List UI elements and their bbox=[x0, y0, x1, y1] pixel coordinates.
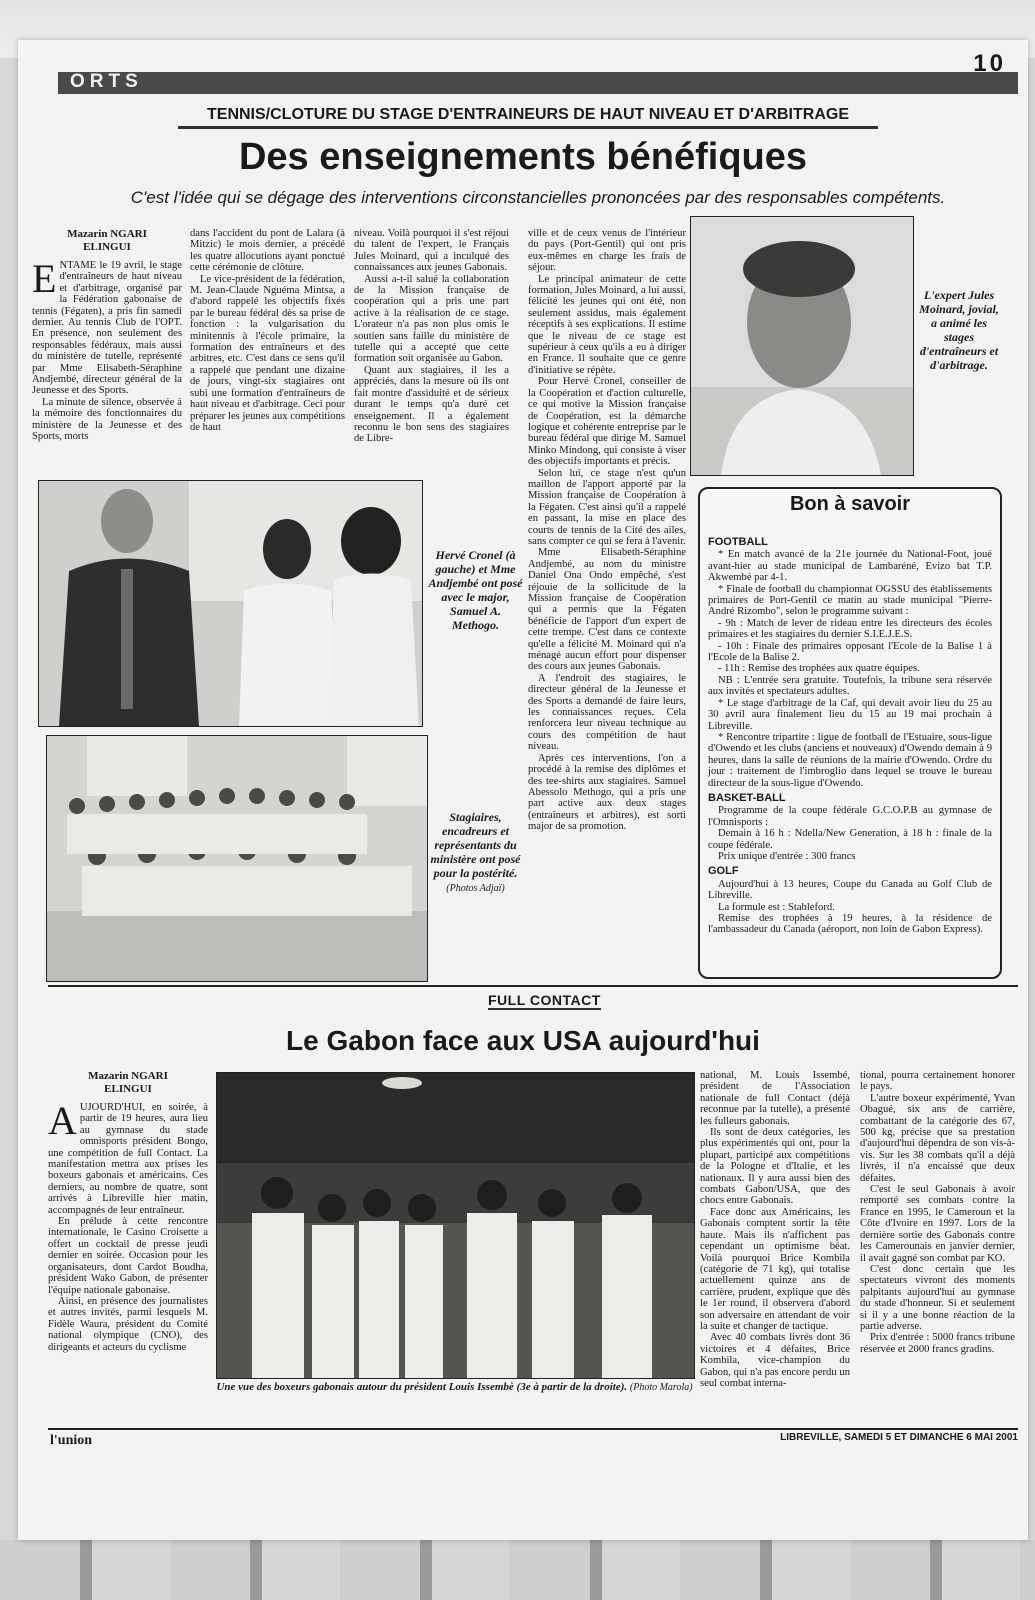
article2-lead-paragraph: AUJOURD'HUI, en soirée, à partir de 19 heures, aura lieu au gymnase du stade omnisports président Bongo, une compétition de full Contact. La manifestation mettra aux prises les boxeurs gabonais et américains. Ces derniers, au nombre de quatre, sont arrivés à Libreville hier matin, accompagnés de leur entraîneur. bbox=[48, 1098, 208, 1216]
paragraph: Le vice-président de la fédération, M. Jean-Claude Nguéma Mintsa, a d'abord rappelé les objectifs fixés par le bureau fédéral dès sa prise de fonction : la vulgarisation du minitennis à l'école primaire, la formation des entraîneurs et des arbitres, etc. C'est dans ce sens qu'il a rappelé que pendant une dizaine de jours, vingt-six stagiaires ont subi une formation d'entraîneurs de haut niveau et d'arbitrage. Ceci pour préparer les jeunes aux compétitions de haut bbox=[190, 273, 346, 433]
paragraph: La minute de silence, observée à la mémoire des fonctionnaires du ministère de la Jeunesse et des Sports, morts bbox=[32, 396, 182, 443]
photo-credit: (Photos Adjaï) bbox=[446, 883, 505, 894]
paragraph: Pour Hervé Cronel, conseiller de la Coopération et d'action culturelle, ce qui motive la Mission française de Coopération, est la démarche logique et cohérente entreprise par le bureau fédéral que dirige M. Samuel Minko Mindong, qui consiste à viser des objectifs importants et précis. bbox=[528, 376, 686, 468]
newspaper-page bbox=[18, 40, 1028, 1540]
paragraph: national, M. Louis Issembé, président de l'Association nationale de full Contact (déjà reconnue par la tutelle), a présenté les fulleurs gabonais. bbox=[700, 1070, 850, 1127]
info-section-heading: FOOTBALL bbox=[708, 536, 768, 548]
dateline: LIBREVILLE, SAMEDI 5 ET DIMANCHE 6 MAI 2001 bbox=[780, 1432, 1018, 1443]
trio-photo bbox=[38, 480, 423, 727]
info-paragraph: Aujourd'hui à 13 heures, Coupe du Canada au Golf Club de Libreville. bbox=[708, 878, 992, 902]
info-paragraph: * Le stage d'arbitrage de la Caf, qui devait avoir lieu du 25 au 30 avril aura finalement lieu du 15 au 19 mai prochain à Libreville. bbox=[708, 697, 992, 732]
paragraph: niveau. Voilà pourquoi il s'est réjoui du talent de l'expert, le Français Jules Moinard, qui a inculqué des connaissances aux jeunes Gabonais. bbox=[354, 228, 509, 274]
article1-kicker: TENNIS/CLOTURE DU STAGE D'ENTRAINEURS DE HAUT NIVEAU ET D'ARBITRAGE bbox=[178, 106, 878, 129]
info-paragraph: * En match avancé de la 21e journée du National-Foot, joué avant-hier au stade municipal de Lambaréné, Evizo bat T.P. Akwembé par 4-1. bbox=[708, 549, 992, 584]
paragraph: Selon lui, ce stage n'est qu'un maillon de l'apport apporté par la Mission française de Coopération à la Fégaten. C'est ainsi qu'il a rappelé en passant, la mise en place des courts de tennis de la Cité des ailes, sans compter ce qui se fera à l'avenir. bbox=[528, 467, 686, 547]
paragraph: A l'endroit des stagiaires, le directeur général de la Jeunesse et des Sports a demandé de faire leurs, les connaissances reçues. Cela renforcera leur niveau technique au cours des compétition de haut niveau. bbox=[528, 672, 686, 753]
article1-column-1 bbox=[32, 228, 182, 443]
info-paragraph: - 10h : Finale des primaires opposant l'Ecole de la Balise 1 à l'Ecole de la Balise 2. bbox=[708, 640, 992, 664]
info-paragraph: * Rencontre tripartite : ligue de football de l'Estuaire, sous-ligue d'Owendo et les clubs (anciens et nouveaux) d'Owendo demain à 9 heures, dans la salle de réunions de la mairie d'Owendo. Ordre du jour : traitement de l'imbroglio dans lequel se trouve le bureau directeur de la sous-ligue d'Owendo. bbox=[708, 731, 992, 789]
article1-byline: Mazarin NGARI ELINGUI bbox=[67, 228, 147, 253]
paragraph: dans l'accident du pont de Lalara (à Mitzic) le mois dernier, a précédé les quatre allocutions ayant ponctué cette cérémonie de clôture. bbox=[190, 228, 345, 274]
article1-column-3 bbox=[354, 228, 509, 445]
article2-byline: Mazarin NGARI ELINGUI bbox=[88, 1070, 168, 1095]
page-number: 10 bbox=[973, 50, 1006, 77]
paragraph: Après ces interventions, l'on a procédé à la remise des diplômes et des tee-shirts aux stagiaires. Samuel Abessolo Methogo, qui a pris une part active aux deux stages (entraîneurs et arbitres), est sorti major de sa promotion. bbox=[528, 752, 686, 833]
paragraph: Ainsi, en présence des journalistes et autres invités, parmi lesquels M. Fidèle Waura, président du Comité national olympique (CNO), des dirigeants et acteurs du cyclisme bbox=[48, 1295, 208, 1353]
paragraph: ville et de ceux venus de l'intérieur du pays (Port-Gentil) qui ont pris eux-mêmes en charge les frais de séjour. bbox=[528, 228, 686, 274]
newspaper-brand: l'union bbox=[50, 1433, 93, 1448]
photo-credit: (Photo Marola) bbox=[629, 1382, 693, 1393]
boxers-photo bbox=[216, 1072, 695, 1379]
info-paragraph: Programme de la coupe fédérale G.C.O.P.B au gymnase de l'Omnisports : bbox=[708, 805, 992, 828]
dropcap: E bbox=[32, 256, 57, 301]
paragraph: C'est le seul Gabonais à avoir remporté ses combats contre la France en 1995, le Cameroun et la Côte d'Ivoire en 1997. Lors de la dernière sortie des Gabonais contre les Camerounais en janvier dernier, il avait gagné son combat par KO. bbox=[860, 1184, 1015, 1264]
article2-headline: Le Gabon face aux USA aujourd'hui bbox=[286, 1025, 760, 1056]
paragraph: Quant aux stagiaires, il les a appréciés, dans la mesure où ils ont fait montre d'assiduité et de sérieux durant le temps qu'a duré cet enseignement. Il a également reconnu le bon sens des stagiaires de Libre- bbox=[354, 364, 509, 445]
article2-column-2 bbox=[700, 1070, 850, 1389]
info-paragraph: Remise des trophées à 19 heures, à la résidence de l'ambassadeur du Canada (aéroport, non loin de Gabon Express). bbox=[708, 913, 992, 936]
paragraph: Le principal animateur de cette formation, Jules Moinard, a lui aussi, félicité les jeunes qui ont été, non seulement assidus, mais également réceptifs à ses explications. Il estime que le niveau de ce stage est supérieur à ceux qu'ils a eu à diriger en France. Il souhaite que ce genre d'initiative se répète. bbox=[528, 273, 686, 376]
info-paragraph: La formule est : Stableford. bbox=[718, 901, 835, 913]
info-section-heading: GOLF bbox=[708, 865, 739, 878]
paragraph: L'autre boxeur expérimenté, Yvan Obagué, six ans de carrière, combattant de la catégorie des 67, 500 kg, précise que sa prestation d'aujourd'hui dépendra de son vis-à-vis. Sur les 38 combats qu'il a déjà livrés, il n'a encaissé que deux défaites. bbox=[860, 1092, 1015, 1184]
info-paragraph: - 9h : Match de lever de rideau entre les directeurs des écoles primaires et les stagiaires du dernier S.I.E.J.E.S. bbox=[708, 617, 992, 641]
article1-headline: Des enseignements bénéfiques bbox=[238, 136, 808, 178]
group-caption: Stagiaires, encadreurs et représentants du ministère ont posé pour la postérité. (Photos Adjaï) bbox=[430, 810, 521, 894]
article2-column-3 bbox=[860, 1070, 1015, 1355]
article1-column-2 bbox=[190, 228, 345, 433]
info-box-title: Bon à savoir bbox=[789, 493, 911, 515]
section-bar bbox=[58, 72, 1018, 94]
portrait-caption: L'expert Jules Moinard, jovial, a animé les stages d'entraîneurs et d'arbitrage. bbox=[919, 288, 999, 372]
info-paragraph: Prix unique d'entrée : 300 francs bbox=[718, 850, 856, 862]
paragraph: Ils sont de deux catégories, les plus expérimentés qui ont, pour la plupart, participé aux compétitions de la Pologne et d'Italie, et les nationaux. Il y aura aussi bien des combats Gabon/USA, que des chocs entre Gabonais. bbox=[700, 1127, 850, 1207]
info-paragraph: * Finale de football du championnat OGSSU des établissements primaires de Port-Gentil ce matin au stade municipal "Pierre-André Rizombo", selon le programme suivant : bbox=[708, 583, 992, 618]
article1-column-4 bbox=[528, 228, 686, 833]
article2-kicker: FULL CONTACT bbox=[488, 992, 601, 1008]
trio-caption: Hervé Cronel (à gauche) et Mme Andjembé ont posé avec le major, Samuel A. Methogo. bbox=[428, 548, 523, 632]
info-section-heading: BASKET-BALL bbox=[708, 791, 786, 804]
info-box bbox=[698, 487, 1002, 979]
info-paragraph: - 11h : Remise des trophées aux quatre équipes. bbox=[718, 663, 920, 675]
info-paragraph: Demain à 16 h : Ndella/New Generation, à 18 h : finale de la coupe fédérale. bbox=[708, 828, 992, 851]
paragraph: Prix d'entrée : 5000 francs tribune réservée et 2000 francs gradins. bbox=[860, 1332, 1015, 1355]
group-image bbox=[47, 736, 427, 981]
boxers-image bbox=[217, 1073, 694, 1378]
paragraph: tional, pourra certainement honorer le pays. bbox=[860, 1070, 1015, 1093]
paragraph: Avec 40 combats livrés dont 36 victoires et 4 défaites, Brice Kombila, vice-champion du Gabon, qui n'a pas encore perdu un seul combat interna- bbox=[700, 1332, 850, 1389]
paragraph: En prélude à cette rencontre internationale, le Casino Croisette a offert un cocktail de presse jeudi dernier en soirée. Occasion pour les organisateurs, dont Cardot Boudha, président Wako Gabon, de présenter l'équipe nationale gabonaise. bbox=[48, 1216, 208, 1296]
info-box-body bbox=[708, 533, 992, 936]
paragraph: Mme Elisabeth-Séraphine Andjembé, au nom du ministre Daniel Ona Ondo empêché, s'est réjouie de la sollicitude de la Mission française de Coopération qui a permis que la Fégaten bénéficie de l'apport d'un expert de cette trempe. C'est dans ce contexte qu'elle a félicité M. Moinard qui n'a ménagé aucun effort pour dispenser des cours aux jeunes Gabonais. bbox=[528, 547, 686, 673]
paragraph: C'est donc certain que les spectateurs vivront des moments palpitants aujourd'hui au gymnase du stade d'honneur. Si et seulement si il y a une bonne réaction de la partie adverse. bbox=[860, 1263, 1015, 1332]
portrait-photo bbox=[690, 216, 914, 476]
page-bottom-background bbox=[0, 1540, 1035, 1600]
info-paragraph: NB : L'entrée sera gratuite. Toutefois, la tribune sera réservée aux invités et spectateurs adultes. bbox=[708, 674, 992, 698]
boxers-caption: Une vue des boxeurs gabonais autour du président Louis Issembè (3e à partir de la droite). (Photo Marola) bbox=[216, 1381, 693, 1393]
article2-column-1 bbox=[48, 1070, 208, 1353]
article1-lead-paragraph: ENTAME le 19 avril, le stage d'entraîneurs de haut niveau et d'arbitrage, organisé par la Fédération gabonaise de tennis (Fégaten), a pris fin samedi dernier. Au tennis Club de l'OPT. En présence, non seulement des responsables fédéraux, mais aussi du ministère de tutelle, représenté par Mme Elisabeth-Séraphine Andjembé, directeur général de la Jeunesse et des Sports. bbox=[32, 256, 182, 397]
trio-image bbox=[39, 481, 422, 726]
group-photo bbox=[46, 735, 428, 982]
article1-standfirst: C'est l'idée qui se dégage des interventions circonstancielles prononcées par des responsables compétents. bbox=[130, 188, 946, 207]
portrait-image bbox=[691, 217, 913, 475]
paragraph: Face donc aux Américains, les Gabonais comptent sortir la tête haute. Mais ils n'affichent pas cependant un optimisme béat. Voilà pourquoi Brice Kombila (catégorie de 71 kg), qui totalise actuellement quinze ans de carrière, prudent, explique que dès le 1er round, il observera d'abord son adversaire en attendant de voir la suite et changer de tactique. bbox=[700, 1206, 850, 1332]
dropcap: A bbox=[48, 1098, 77, 1143]
article-divider bbox=[48, 985, 1018, 987]
paragraph: Aussi a-t-il salué la collaboration de la Mission française de coopération qui a pris une part active à la réalisation de ce stage. L'orateur n'a pas non plus omis le soutien sans faille du ministère de tutelle qui a accepté que cette formation soit organisée au Gabon. bbox=[354, 273, 509, 365]
section-label: ORTS bbox=[70, 71, 143, 92]
